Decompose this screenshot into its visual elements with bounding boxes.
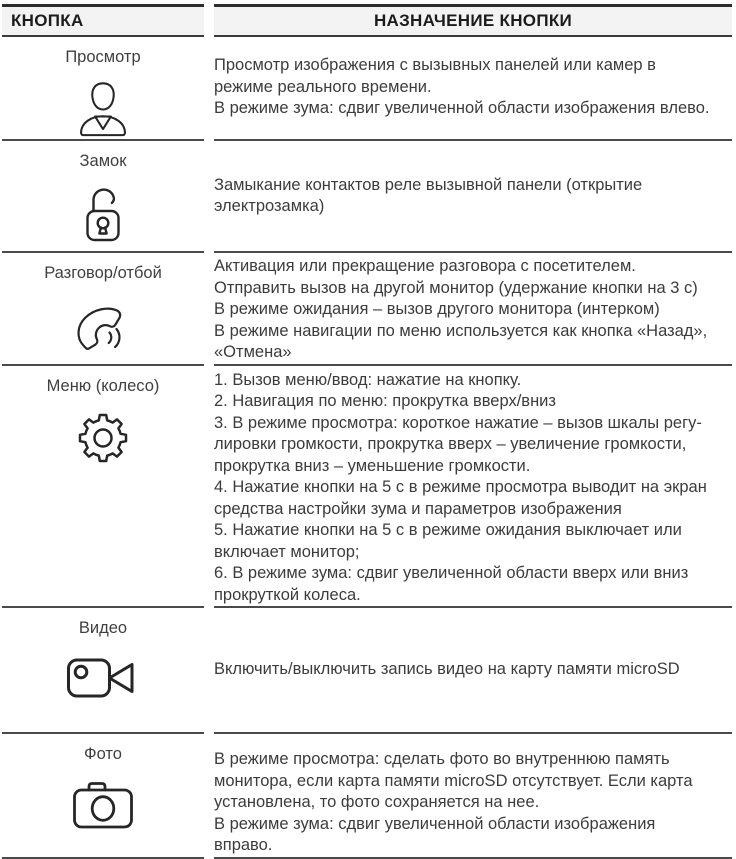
desc-paragraph: Активация или прекращение разговора с посетителем. [214, 257, 636, 275]
photo-camera-icon [70, 777, 136, 833]
lock-open-icon [79, 184, 127, 246]
desc-paragraph: 1. Вызов меню/ввод: нажатие на кнопку. [214, 370, 522, 389]
description-cell [214, 37, 732, 139]
desc-paragraph: 5. Нажатие кнопки на 5 с в режиме ожидания выключает или включает монитор; [214, 521, 682, 561]
button-label: Видео [78, 619, 128, 637]
table-row [2, 606, 732, 732]
table-row [2, 139, 732, 251]
desc-paragraph: 2. Навигация по меню: прокрутка вверх/вниз [214, 392, 556, 410]
button-label: Замок [79, 152, 127, 170]
desc-paragraph: 3. В режиме просмотра: короткое нажатие – вызов шкалы регулировки громкости, прокрутка вверх – увеличение громкости, прокрутка вниз – уменьшение громкости. [214, 413, 702, 475]
desc-paragraph: В режиме ожидания – вызов другого монитора (интерком) [214, 300, 660, 318]
desc-paragraph: В режиме зума: сдвиг увеличенной области изображения влево. [214, 99, 710, 117]
table-row [2, 732, 732, 857]
desc-paragraph: В режиме просмотра: сделать фото во внутреннюю память монитора, если карта памяти microSD отсутствует. Если карта установлена, то фото сохраняется на нее. [214, 750, 693, 811]
button-cell [2, 37, 204, 139]
gear-icon [72, 408, 134, 468]
button-cell [2, 139, 204, 251]
desc-paragraph: Включить/выключить запись видео на карту памяти microSD [214, 660, 680, 679]
desc-paragraph: В режиме навигации по меню используется как кнопка «Назад», «Отмена» [214, 321, 708, 361]
phone-handset-icon [72, 296, 134, 354]
header-purpose-column: НАЗНАЧЕНИЕ КНОПКИ [214, 4, 732, 37]
description-cell [214, 139, 732, 251]
desc-paragraph: Замыкание контактов реле вызывной панели (открытие электрозамка) [214, 175, 643, 215]
user-icon [75, 80, 131, 138]
button-label: Меню (колесо) [46, 376, 160, 395]
table-row [2, 251, 732, 364]
description-cell [214, 364, 732, 607]
button-label: Просмотр [65, 48, 141, 66]
video-camera-icon [65, 651, 141, 705]
table-header-row [2, 4, 732, 37]
desc-paragraph: 6. В режиме зума: сдвиг увеличенной области вверх или вниз прокруткой колеса. [214, 564, 689, 604]
desc-paragraph: Отправить вызов на другой монитор (удержание кнопки на 3 с) [214, 278, 698, 297]
header-button-column: КНОПКА [2, 4, 204, 37]
button-purpose-table [2, 4, 732, 859]
desc-paragraph: 4. Нажатие кнопки на 5 с в режиме просмотра выводит на экран средства настройки зума и параметров изображения [214, 478, 707, 518]
button-cell [2, 732, 204, 857]
button-cell [2, 251, 204, 364]
desc-paragraph: Просмотр изображения с вызывных панелей или камер в режиме реального времени. [214, 56, 656, 96]
description-cell [214, 732, 732, 857]
desc-paragraph: В режиме зума: сдвиг увеличенной области изображения вправо. [214, 814, 656, 854]
button-label: Разговор/отбой [44, 264, 162, 282]
table-row [2, 364, 732, 607]
table-bottom-rule [2, 857, 732, 859]
button-label: Фото [84, 745, 122, 763]
table-row [2, 37, 732, 139]
description-cell [214, 606, 732, 732]
button-cell [2, 364, 204, 607]
button-cell [2, 606, 204, 732]
description-cell [214, 251, 732, 364]
